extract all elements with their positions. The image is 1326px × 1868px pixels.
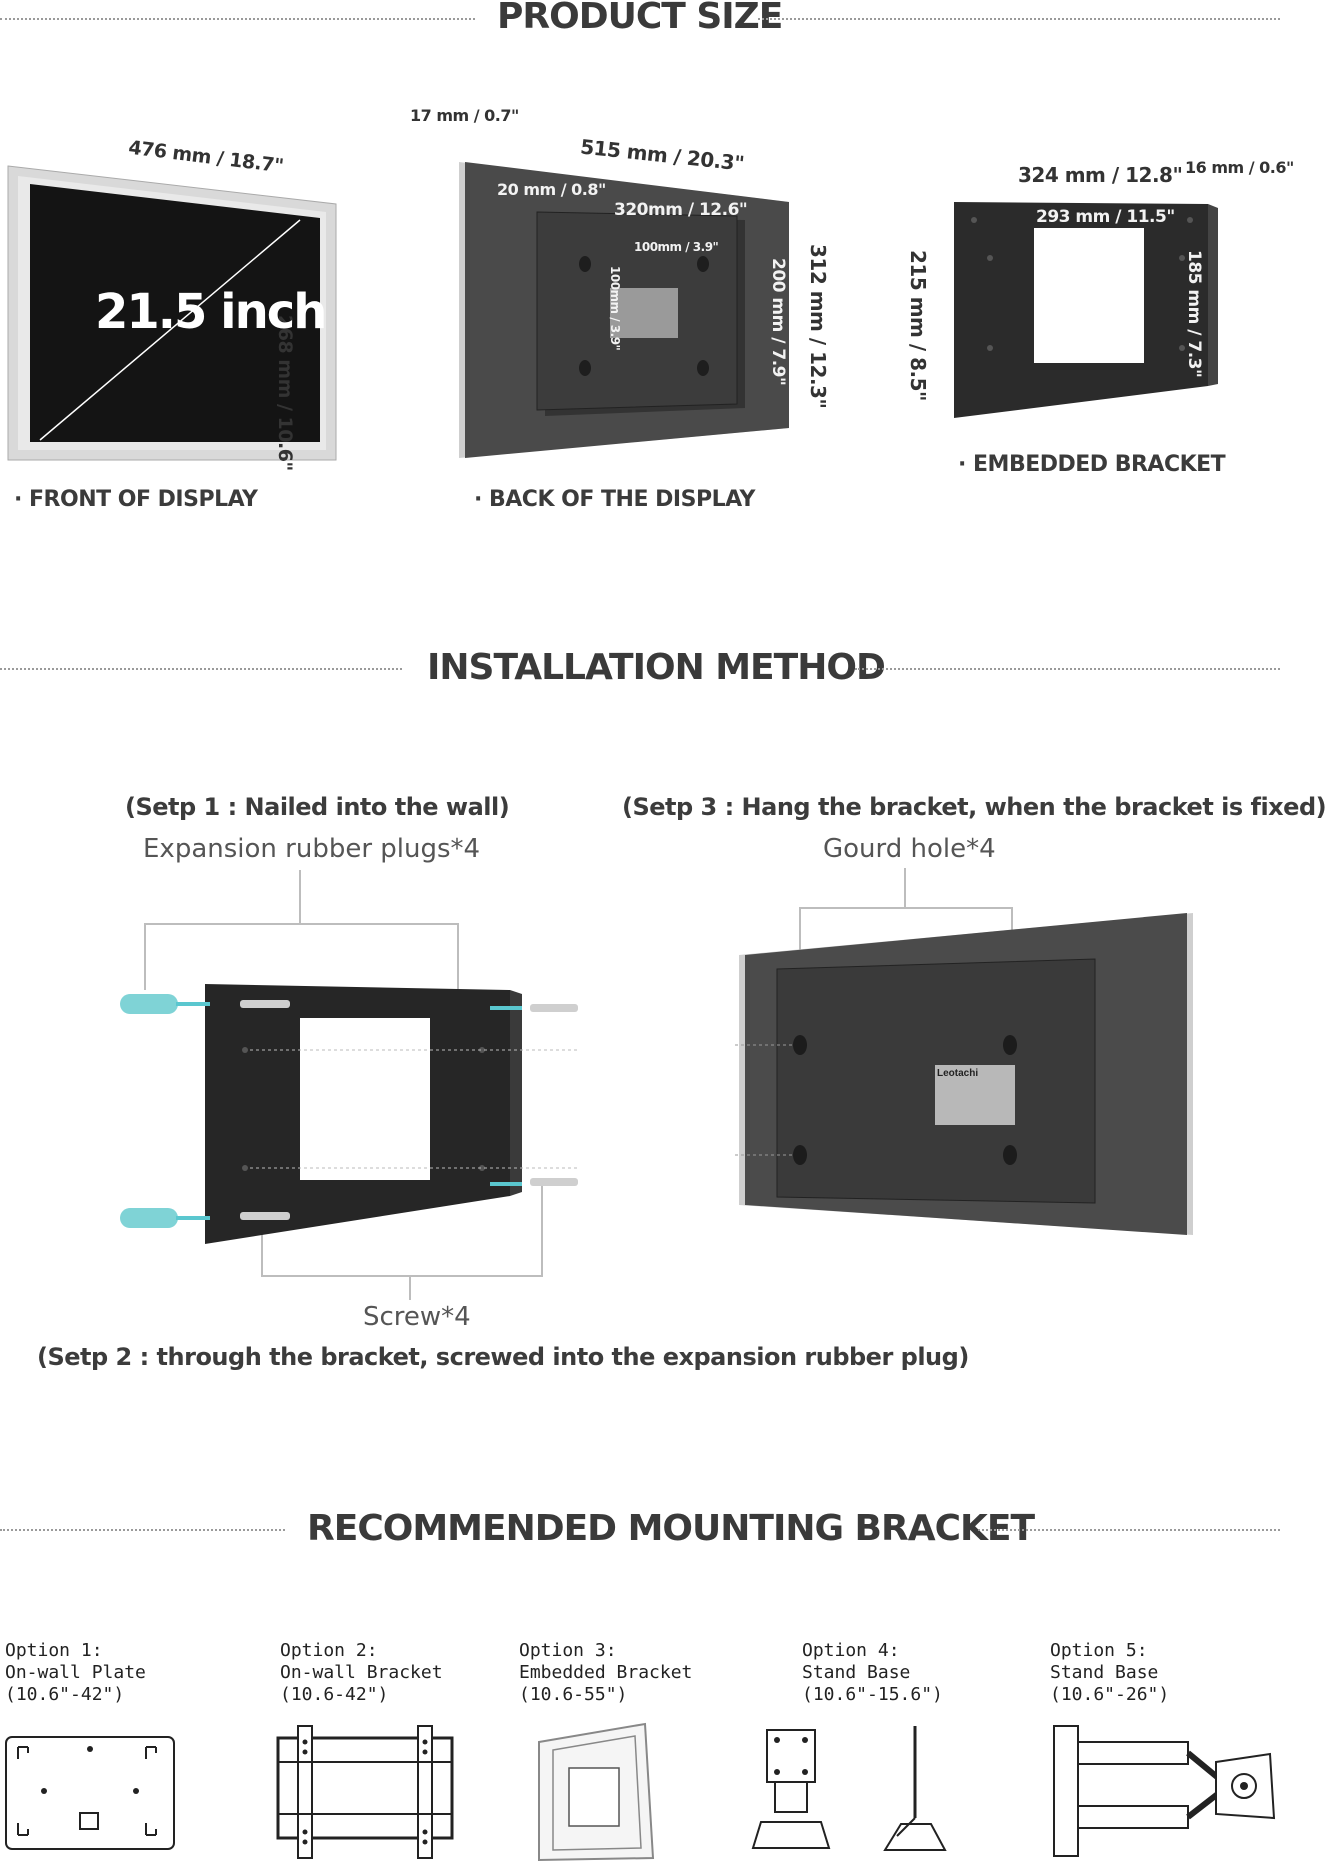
section-title-installation: INSTALLATION METHOD — [427, 647, 885, 688]
back-vesa-width-label: 100mm / 3.9" — [634, 240, 719, 254]
option-5-type: Stand Base — [1050, 1662, 1159, 1683]
back-box-height-label: 200 mm / 7.9" — [768, 258, 788, 386]
step2-part-text: Screw*4 — [363, 1302, 471, 1332]
wall-bracket-illustration — [110, 978, 580, 1248]
option-1-number: Option 1: — [5, 1640, 103, 1661]
option-5-number: Option 5: — [1050, 1640, 1148, 1661]
caption-embedded-bracket: · EMBEDDED BRACKET — [958, 452, 1226, 477]
display-brand-label: Leotachi — [937, 1068, 979, 1079]
option-1-range: (10.6"-42") — [5, 1684, 125, 1705]
embedded-bracket-icon — [525, 1720, 660, 1865]
option-2-type: On-wall Bracket — [280, 1662, 443, 1683]
arm-mount-icon — [1048, 1722, 1278, 1862]
bracket-depth-label: 16 mm / 0.6" — [1185, 158, 1294, 177]
front-width-label: 476 mm / 18.7" — [127, 136, 285, 178]
option-2-number: Option 2: — [280, 1640, 378, 1661]
back-inset-label: 20 mm / 0.8" — [497, 180, 606, 199]
option-4-number: Option 4: — [802, 1640, 900, 1661]
caption-front-display: · FRONT OF DISPLAY — [14, 487, 258, 512]
step3-text: (Setp 3 : Hang the bracket, when the bracket is fixed) — [622, 793, 1326, 821]
option-4-range: (10.6"-15.6") — [802, 1684, 943, 1705]
display-back-illustration — [735, 905, 1205, 1265]
back-vesa-height-label: 100mm / 3.9" — [608, 266, 622, 351]
bracket-inner-height-label: 185 mm / 7.3" — [1184, 250, 1204, 378]
step1-part-text: Expansion rubber plugs*4 — [143, 834, 481, 864]
back-width-label: 515 mm / 20.3" — [579, 134, 746, 176]
wall-bracket-icon — [272, 1722, 457, 1862]
back-height-label: 312 mm / 12.3" — [806, 244, 830, 409]
option-2-range: (10.6-42") — [280, 1684, 389, 1705]
caption-back-display: · BACK OF THE DISPLAY — [474, 487, 755, 512]
option-5-range: (10.6"-26") — [1050, 1684, 1170, 1705]
step3-part-text: Gourd hole*4 — [823, 834, 996, 864]
mounting-option-2 — [280, 1640, 443, 1706]
wall-plate-icon — [4, 1735, 176, 1853]
bracket-height-label: 215 mm / 8.5" — [906, 250, 930, 401]
bracket-width-label: 324 mm / 12.8" — [1018, 163, 1183, 187]
option-3-range: (10.6-55") — [519, 1684, 628, 1705]
title-rule-left — [0, 668, 402, 670]
mounting-option-5 — [1050, 1640, 1169, 1706]
option-1-type: On-wall Plate — [5, 1662, 146, 1683]
mounting-option-3 — [519, 1640, 692, 1706]
front-screen-size: 21.5 inch — [95, 284, 326, 340]
section-title-mounting: RECOMMENDED MOUNTING BRACKET — [307, 1508, 1035, 1549]
section-title-product-size: PRODUCT SIZE — [497, 0, 783, 37]
title-rule-right — [758, 18, 1280, 20]
option-3-type: Embedded Bracket — [519, 1662, 693, 1683]
option-3-number: Option 3: — [519, 1640, 617, 1661]
option-4-type: Stand Base — [802, 1662, 911, 1683]
back-depth-label: 17 mm / 0.7" — [410, 106, 519, 125]
step1-text: (Setp 1 : Nailed into the wall) — [125, 793, 510, 821]
title-rule-left — [0, 18, 475, 20]
bracket-inner-width-label: 293 mm / 11.5" — [1036, 207, 1175, 227]
mounting-option-4 — [802, 1640, 943, 1706]
front-height-label: 268 mm / 10.6" — [274, 315, 296, 471]
back-box-width-label: 320mm / 12.6" — [614, 200, 748, 220]
title-rule-left — [0, 1529, 285, 1531]
stand-base-icon — [745, 1718, 945, 1868]
title-rule-right — [978, 1529, 1280, 1531]
mounting-option-1 — [5, 1640, 146, 1706]
title-rule-right — [855, 668, 1280, 670]
step2-text: (Setp 2 : through the bracket, screwed into the expansion rubber plug) — [37, 1343, 969, 1371]
